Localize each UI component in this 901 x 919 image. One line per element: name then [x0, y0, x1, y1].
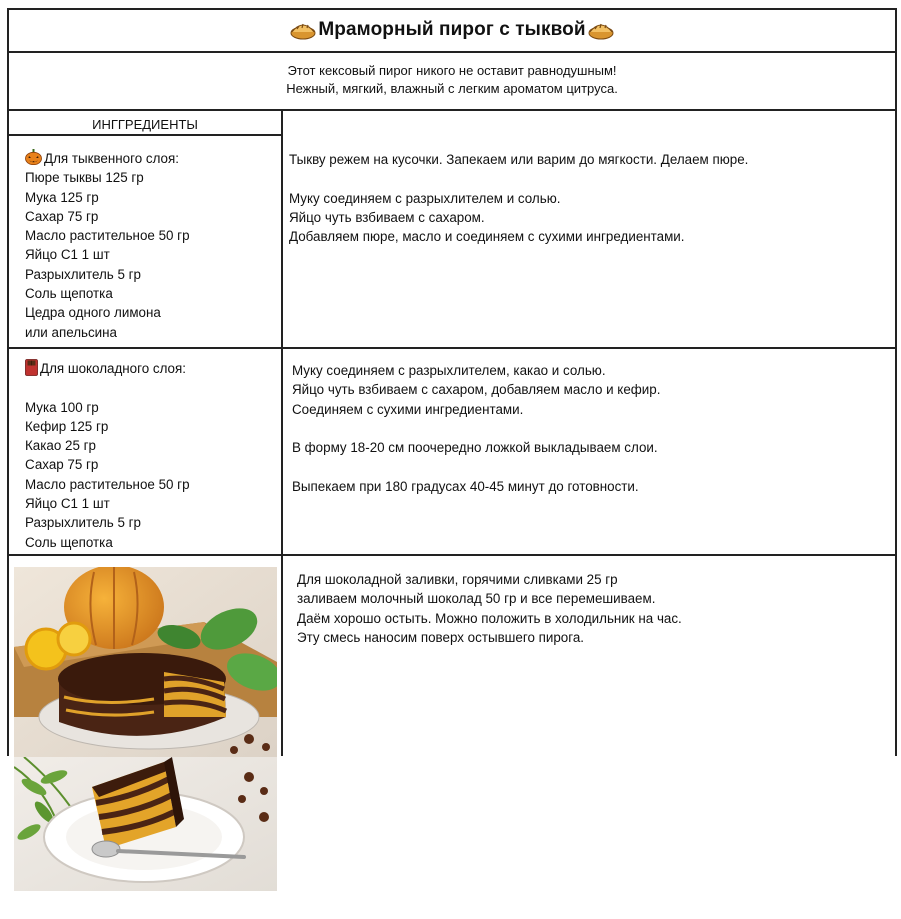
step-line: Муку соединяем с разрыхлителем и солью. — [289, 190, 561, 206]
ingredient-item: Масло растительное 50 гр — [25, 476, 190, 492]
pumpkin-steps — [289, 150, 748, 246]
ingredient-item: Разрыхлитель 5 гр — [25, 515, 141, 531]
page-title — [8, 9, 896, 51]
pumpkin-heading — [25, 149, 190, 168]
chocolate-ingredients — [25, 359, 190, 552]
row-divider-chocolate — [7, 554, 897, 556]
ingredient-item: Соль щепотка — [25, 534, 113, 550]
step-line — [289, 169, 748, 188]
ingredient-item: Яйцо С1 1 шт — [25, 247, 110, 263]
pie-icon — [588, 20, 614, 40]
ingredient-item: Пюре тыквы 125 гр — [25, 170, 144, 186]
cake-slice-photo — [14, 757, 277, 891]
step-line: заливаем молочный шоколад 50 гр и все перемешиваем. — [297, 591, 656, 607]
step-line: Выпекаем при 180 градусах 40-45 минут до готовности. — [292, 478, 639, 494]
ingredient-item: Кефир 125 гр — [25, 418, 109, 434]
intro-line: Этот кексовый пирог никого не оставит равнодушным! — [287, 63, 617, 78]
row-divider-pumpkin — [7, 347, 897, 349]
ingredient-item: Разрыхлитель 5 гр — [25, 266, 141, 282]
jack-o-lantern-icon — [25, 149, 42, 165]
ingredients-header: ИНГГРЕДИЕНТЫ — [92, 117, 198, 132]
ingredient-item: Сахар 75 гр — [25, 457, 99, 473]
step-line — [292, 419, 660, 438]
title-text: Мраморный пирог с тыквой — [318, 19, 586, 40]
table-border-right — [895, 8, 897, 756]
chocolate-bar-icon — [25, 359, 38, 376]
chocolate-heading — [25, 359, 190, 378]
step-line: Яйцо чуть взбиваем с сахаром, добавляем масло и кефир. — [292, 382, 661, 398]
intro-line: Нежный, мягкий, влажный с легким ароматом цитруса. — [286, 81, 618, 96]
ingredient-item: Яйцо С1 1 шт — [25, 496, 110, 512]
chocolate-heading-text: Для шоколадного слоя: — [40, 361, 186, 376]
ingredient-item: Соль щепотка — [25, 286, 113, 302]
cake-photo — [14, 567, 277, 757]
ingredient-item: или апельсина — [25, 324, 118, 340]
ingredient-item: Сахар 75 гр — [25, 208, 99, 224]
step-line: Добавляем пюре, масло и соединяем с сухими ингредиентами. — [289, 229, 685, 245]
step-line: Яйцо чуть взбиваем с сахаром. — [289, 209, 485, 225]
pumpkin-heading-text: Для тыквенного слоя: — [44, 151, 179, 166]
ingredient-item: Мука 100 гр — [25, 399, 99, 415]
column-divider — [281, 109, 283, 756]
glaze-steps — [297, 570, 682, 647]
step-line — [292, 457, 660, 476]
step-line: Для шоколадной заливки, горячими сливками 25 гр — [297, 572, 618, 587]
step-line: Эту смесь наносим поверх остывшего пирога. — [297, 629, 585, 645]
step-line: Муку соединяем с разрыхлителем, какао и солью. — [292, 363, 606, 378]
ingredient-item: Масло растительное 50 гр — [25, 228, 190, 244]
chocolate-steps — [292, 361, 660, 496]
pie-icon — [290, 20, 316, 40]
step-line: В форму 18-20 см поочередно ложкой выкладываем слои. — [292, 440, 658, 456]
pumpkin-ingredients — [25, 149, 190, 342]
step-line: Даём хорошо остыть. Можно положить в холодильник на час. — [297, 610, 682, 626]
intro-text — [8, 62, 896, 98]
row-divider-title — [7, 51, 897, 53]
step-line: Тыкву режем на кусочки. Запекаем или варим до мягкости. Делаем пюре. — [289, 152, 749, 167]
ingredient-item: Цедра одного лимона — [25, 305, 161, 321]
ingredient-item: Мука 125 гр — [25, 189, 99, 205]
row-divider-intro — [7, 109, 897, 111]
step-line: Соединяем с сухими ингредиентами. — [292, 401, 524, 417]
ingredient-item: Какао 25 гр — [25, 438, 96, 454]
ingredients-header-underline — [7, 134, 283, 136]
